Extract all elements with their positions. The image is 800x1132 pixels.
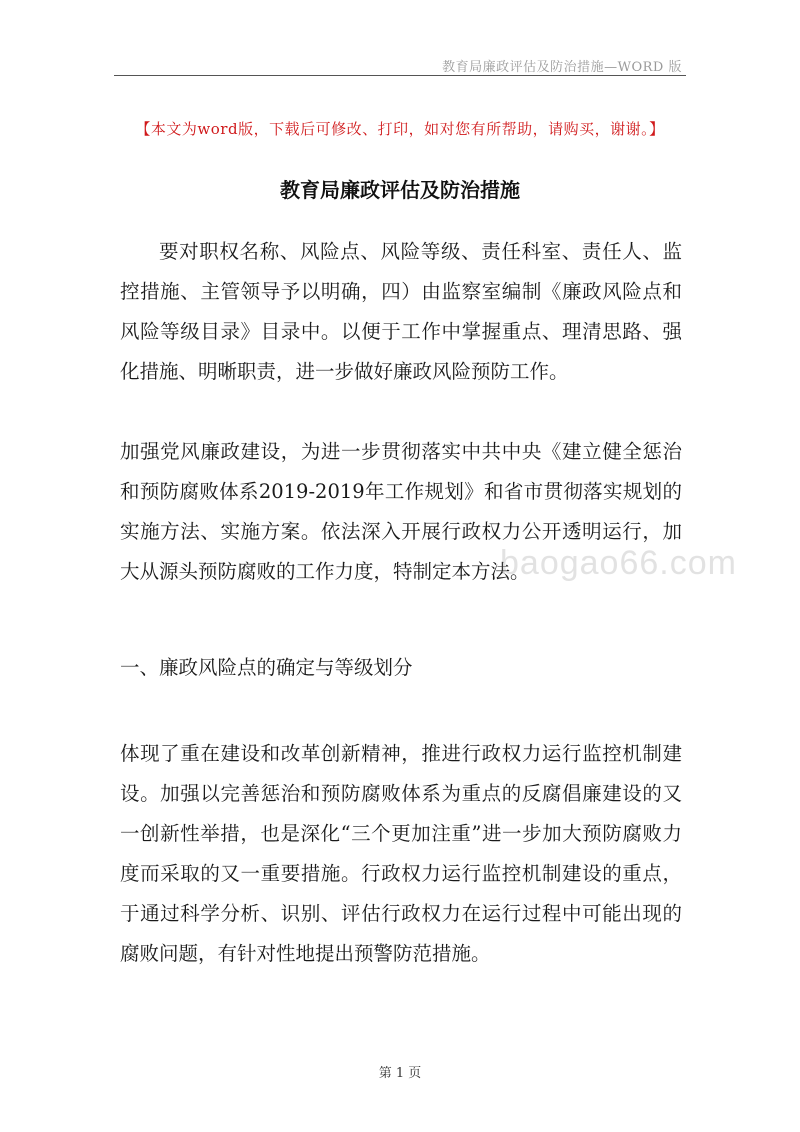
page-number: 第 1 页	[378, 1066, 422, 1081]
running-header: 教育局廉政评估及防治措施—WORD 版	[442, 60, 682, 75]
paragraph-2: 加强党风廉政建设，为进一步贯彻落实中共中央《建立健全惩治和预防腐败体系2019-2019年工作规划》和省市贯彻落实规划的实施方法、实施方案。依法深入开展行政权力公开透明运行，加大从源头预防腐败的工作力度，特制定本方法。	[120, 440, 682, 583]
watermark: baogao66.com	[500, 544, 737, 582]
section-heading: 一、廉政风险点的确定与等级划分	[120, 656, 413, 679]
download-notice: 【本文为word版，下载后可修改、打印，如对您有所帮助，请购买，谢谢。】	[135, 120, 665, 138]
paragraph-3: 体现了重在建设和改革创新精神，推进行政权力运行监控机制建设。加强以完善惩治和预防腐败体系为重点的反腐倡廉建设的又一创新性举措，也是深化“三个更加注重”进一步加大预防腐败力度而采取的又一重要措施。行政权力运行监控机制建设的重点，于通过科学分析、识别、评估行政权力在运行过程中可能出现的腐败问题，有针对性地提出预警防范措施。	[120, 742, 682, 965]
header-divider	[114, 75, 686, 76]
document-title: 教育局廉政评估及防治措施	[280, 178, 520, 202]
paragraph-1: 要对职权名称、风险点、风险等级、责任科室、责任人、监控措施、主管领导予以明确，四）由监察室编制《廉政风险点和风险等级目录》目录中。以便于工作中掌握重点、理清思路、强化措施、明晰职责，进一步做好廉政风险预防工作。	[120, 240, 682, 383]
